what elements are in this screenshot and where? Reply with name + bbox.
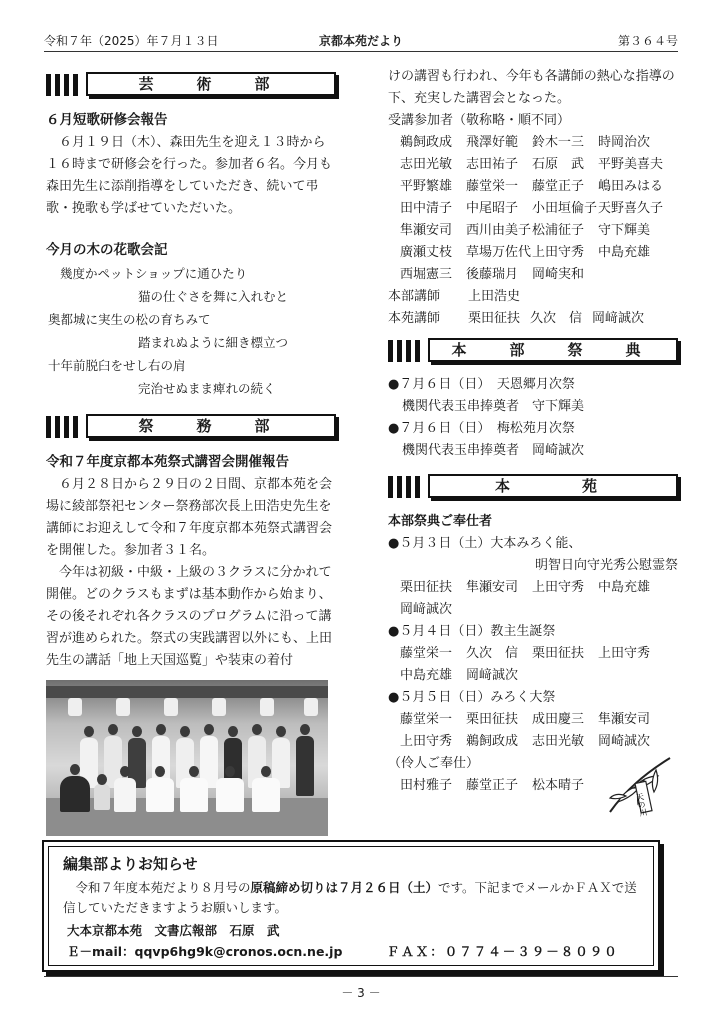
tanka-line: 猫の仕ぐさを舞に入れむと [138,289,289,304]
tanka-line: 十年前脱臼をせし右の肩 [48,358,186,373]
right-column [388,66,678,797]
tanka-line: 完治せぬまま痺れの続く [138,381,276,396]
notice-contact [63,942,639,960]
email-address[interactable]: Ｅ－mail：qqvp6hg9k@cronos.ocn.ne.jp [67,944,343,959]
attendee-row [388,198,678,220]
lecturer-name: 栗田征扶 [468,311,521,326]
lecturer-label: 本苑講師 [388,311,441,326]
heading-bars-icon [388,476,428,498]
server-row [388,731,678,753]
article-body: けの講習も行われ、今年も各講師の熱心な指導の下、充実した講習会となった。 [388,69,675,106]
attendee-name: 志田祐子 [466,157,519,172]
attendee-name: 小田垣倫子 [532,201,598,216]
lecturer-name: 久次 信 [530,311,583,326]
server-name: 田村雅子 [400,778,453,793]
heading-bars-icon [46,74,86,96]
server-name: 上田守秀 [532,580,585,595]
tanka-line: 踏まれぬように細き標立つ [138,335,289,350]
server-name: 岡崎誠次 [598,734,651,749]
server-row [388,599,678,621]
issue-number: 第３６４号 [617,34,678,48]
server-name: 上田守秀 [598,646,651,661]
attendee-name: 上田守秀 [532,245,585,260]
attendee-name: 西堀憲三 [400,267,453,282]
deco-label: 天の川 [634,792,649,818]
attendee-name: 平野美喜夫 [598,157,664,172]
server-name: 岡﨑誠次 [400,602,453,617]
footer-rule [44,976,678,977]
attendee-name: 藤堂栄一 [466,179,519,194]
attendee-name: 岡崎実和 [532,267,585,282]
page-number: － 3 － [341,986,381,1000]
festival-title: ●７月６日（日） 梅松苑月次祭 [388,421,575,436]
server-name: 中島充雄 [400,668,453,683]
extra-label: （伶人ご奉仕） [388,756,480,771]
attendee-name: 平野繁雄 [400,179,453,194]
heading-bars-icon [46,416,86,438]
attendee-row [388,154,678,176]
server-name: 栗田征扶 [532,646,585,661]
article-body: 今年は初級・中級・上級の３クラスに分かれて開催。どのクラスもまずは基本動作から始まり、その後それぞれ各クラスのプログラムに沿って講習が進められた。祭式の実践講習以外にも、上田先生の講話「地上天国巡覧」や装束の着付 [46,565,333,668]
server-name: 成田慶三 [532,712,585,727]
server-name: 上田守秀 [400,734,453,749]
attendee-name: 隼瀬安司 [400,223,453,238]
festival-title: ●５月４日（日）教主生誕祭 [388,624,556,639]
attendee-row [388,264,678,286]
section-heading-honbu-saiten [388,336,678,366]
attendee-name: 嶋田みはる [598,179,664,194]
server-row [388,643,678,665]
attendee-name: 鈴木一三 [532,135,585,150]
section-heading-saimu [46,412,336,442]
festival-title: ●５月５日（日）みろく大祭 [388,690,556,705]
attendee-name: 中尾昭子 [466,201,519,216]
attendee-name: 志田光敏 [400,157,453,172]
article-title: ６月短歌研修会報告 [46,112,168,128]
server-name: 藤堂正子 [466,778,519,793]
attendee-name: 時岡治次 [598,135,651,150]
festival-title: ●５月３日（土）大本みろく能、 [388,536,582,551]
attendee-name: 草場万佐代 [466,245,532,260]
attendee-name: 天野喜久子 [598,201,664,216]
server-row [388,577,678,599]
section-heading-label: 本 苑 [428,474,678,498]
tanka-line: 奥都城に実生の松の育ちみて [48,312,211,327]
issue-date: 令和７年（2025）年７月１３日 [44,34,219,48]
server-name: 中島充雄 [598,580,651,595]
server-name: 松本晴子 [532,778,585,793]
article-title: 今月の木の花歌会記 [46,242,168,258]
server-name: 隼瀬安司 [598,712,651,727]
offerer-role: 機関代表玉串捧奠者 [402,443,520,458]
offerer-name: 岡崎誠次 [532,443,585,458]
attendee-row [388,176,678,198]
lecturer-row [388,286,678,308]
tanabata-bamboo-icon [604,752,674,818]
fax-number: ＦＡＸ：０７７４－３９－８０９０ [386,944,619,959]
attendee-name: 飛澤好範 [466,135,519,150]
server-name: 隼瀬安司 [466,580,519,595]
notice-body [63,878,639,918]
heading-bars-icon [388,340,428,362]
attendee-name: 西川由美子 [466,223,532,238]
server-name: 藤堂栄一 [400,712,453,727]
article-title: 令和７年度京都本苑祭式講習会開催報告 [46,454,289,470]
attendee-name: 廣瀬丈枝 [400,245,453,260]
editor-notice-box [42,840,660,972]
section-heading-label: 祭 務 部 [86,414,336,438]
festival-title: ●７月６日（日） 天恩郷月次祭 [388,377,575,392]
attendees-label: 受講参加者（敬称略・順不同） [388,113,571,128]
left-column [46,66,336,856]
attendee-name: 藤堂正子 [532,179,585,194]
notice-body-text: 令和７年度本苑だより８月号の [75,880,251,895]
tanka-poems [46,262,336,400]
offerer-role: 機関代表玉串捧奠者 [402,399,520,414]
page-header [44,30,678,52]
tanka-line: 幾度かペットショップに通ひたり [60,266,248,281]
group-photo [46,680,328,836]
server-name: 栗田征扶 [466,712,519,727]
lecturer-name: 岡﨑誠次 [592,311,645,326]
article-body: ６月２８日から２９日の２日間、京都本苑を会場に綾部祭祀センター祭務部次長上田浩史先生を講師にお迎えして令和７年度京都本苑祭式講習会を開催した。参加者３１名。 [46,477,333,558]
notice-body-text: です。下記までメールかＦＡＸで送信していただきますようお願いします。 [63,880,637,915]
server-name: 藤堂栄一 [400,646,453,661]
deadline-text: 原稿締め切りは７月２６日（土） [250,880,439,895]
server-name: 栗田征扶 [400,580,453,595]
server-row [388,665,678,687]
article-body: ６月１９日（木）、森田先生を迎え１３時から１６時まで研修会を行った。参加者６名。今月も森田先生に添削指導をしていただき、続いて弔歌・挽歌も学ばせていただいた。 [46,135,333,216]
server-name: 志田光敏 [532,734,585,749]
attendee-name: 中島充雄 [598,245,651,260]
server-row [388,709,678,731]
lecturer-row [388,308,678,330]
server-name: 久次 信 [466,646,519,661]
attendee-name: 田中清子 [400,201,453,216]
newsletter-title: 京都本苑だより [318,34,403,48]
section-heading-label: 本 部 祭 典 [428,338,678,362]
notice-title: 編集部よりお知らせ [63,855,198,873]
attendee-name: 松浦征子 [532,223,585,238]
lecturer-name: 上田浩史 [468,289,521,304]
attendee-row [388,220,678,242]
festival-title-cont: 明智日向守光秀公慰霊祭 [534,558,678,573]
lecturer-label: 本部講師 [388,289,441,304]
offerer-row [388,440,678,462]
article-title: 本部祭典ご奉仕者 [388,514,493,529]
offerer-name: 守下輝美 [532,399,585,414]
section-heading-honen [388,472,678,502]
server-name: 岡﨑誠次 [466,668,519,683]
header-rule [44,51,678,52]
server-name: 鵜飼政成 [466,734,519,749]
section-heading-art [46,70,336,100]
attendee-name: 鵜飼政成 [400,135,453,150]
attendee-name: 守下輝美 [598,223,651,238]
attendee-row [388,242,678,264]
attendee-row [388,132,678,154]
attendee-name: 後藤瑞月 [466,267,519,282]
section-heading-label: 芸 術 部 [86,72,336,96]
notice-sender: 大本京都本苑 文書広報部 石原 武 [67,923,280,938]
offerer-row [388,396,678,418]
attendee-name: 石原 武 [532,157,585,172]
